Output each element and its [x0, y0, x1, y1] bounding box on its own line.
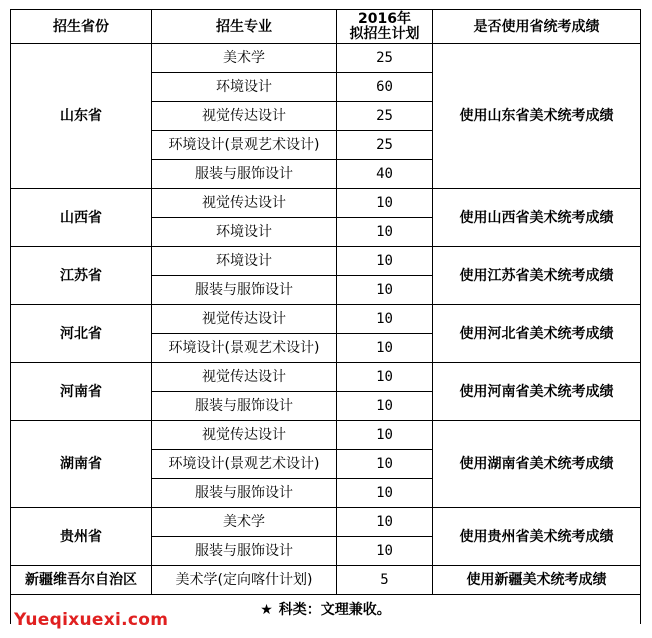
major-cell: 视觉传达设计: [152, 363, 337, 392]
province-cell: 湖南省: [11, 421, 152, 508]
score-rule-cell: 使用河南省美术统考成绩: [433, 363, 641, 421]
header-province: 招生省份: [11, 10, 152, 44]
major-cell: 美术学: [152, 508, 337, 537]
major-cell: 环境设计: [152, 73, 337, 102]
score-rule-cell: 使用新疆美术统考成绩: [433, 566, 641, 595]
plan-count-cell: 10: [337, 479, 433, 508]
province-cell: 山东省: [11, 44, 152, 189]
major-cell: 服装与服饰设计: [152, 160, 337, 189]
province-cell: 河南省: [11, 363, 152, 421]
site-watermark: Yueqixuexi.com: [14, 610, 169, 630]
plan-count-cell: 10: [337, 363, 433, 392]
major-cell: 美术学(定向喀什计划): [152, 566, 337, 595]
plan-count-cell: 25: [337, 131, 433, 160]
major-cell: 服装与服饰设计: [152, 392, 337, 421]
major-cell: 视觉传达设计: [152, 305, 337, 334]
plan-count-cell: 25: [337, 44, 433, 73]
table-row: [11, 305, 641, 334]
table-body: [11, 44, 641, 595]
major-cell: 环境设计(景观艺术设计): [152, 334, 337, 363]
plan-count-cell: 10: [337, 450, 433, 479]
plan-count-cell: 40: [337, 160, 433, 189]
plan-count-cell: 10: [337, 189, 433, 218]
score-rule-cell: 使用山西省美术统考成绩: [433, 189, 641, 247]
plan-count-cell: 10: [337, 305, 433, 334]
plan-count-cell: 10: [337, 508, 433, 537]
province-cell: 新疆维吾尔自治区: [11, 566, 152, 595]
header-major: 招生专业: [152, 10, 337, 44]
enrollment-plan-table: [10, 9, 641, 624]
table-row: [11, 189, 641, 218]
header-row: [11, 10, 641, 44]
score-rule-cell: 使用湖南省美术统考成绩: [433, 421, 641, 508]
plan-count-cell: 10: [337, 421, 433, 450]
plan-count-cell: 10: [337, 334, 433, 363]
star-icon: ★: [260, 601, 273, 618]
table-row: [11, 44, 641, 73]
header-plan-line1: 2016年: [358, 10, 411, 27]
major-cell: 服装与服饰设计: [152, 276, 337, 305]
province-cell: 河北省: [11, 305, 152, 363]
plan-count-cell: 5: [337, 566, 433, 595]
major-cell: 美术学: [152, 44, 337, 73]
major-cell: 服装与服饰设计: [152, 537, 337, 566]
province-cell: 贵州省: [11, 508, 152, 566]
table-row: [11, 421, 641, 450]
score-rule-cell: 使用山东省美术统考成绩: [433, 44, 641, 189]
table-row: [11, 508, 641, 537]
province-cell: 江苏省: [11, 247, 152, 305]
plan-count-cell: 10: [337, 247, 433, 276]
major-cell: 环境设计(景观艺术设计): [152, 131, 337, 160]
header-plan: [337, 10, 433, 44]
major-cell: 环境设计(景观艺术设计): [152, 450, 337, 479]
plan-count-cell: 10: [337, 276, 433, 305]
major-cell: 服装与服饰设计: [152, 479, 337, 508]
major-cell: 环境设计: [152, 218, 337, 247]
header-score-rule: 是否使用省统考成绩: [433, 10, 641, 44]
header-plan-line2: 拟招生计划: [349, 25, 420, 42]
score-rule-cell: 使用贵州省美术统考成绩: [433, 508, 641, 566]
major-cell: 视觉传达设计: [152, 102, 337, 131]
province-cell: 山西省: [11, 189, 152, 247]
table-row: [11, 566, 641, 595]
plan-count-cell: 10: [337, 537, 433, 566]
major-cell: 视觉传达设计: [152, 189, 337, 218]
table-row: [11, 363, 641, 392]
footer-note: 科类：文理兼收。: [278, 601, 391, 618]
score-rule-cell: 使用江苏省美术统考成绩: [433, 247, 641, 305]
plan-count-cell: 10: [337, 392, 433, 421]
plan-count-cell: 60: [337, 73, 433, 102]
table-row: [11, 247, 641, 276]
score-rule-cell: 使用河北省美术统考成绩: [433, 305, 641, 363]
major-cell: 环境设计: [152, 247, 337, 276]
plan-count-cell: 25: [337, 102, 433, 131]
major-cell: 视觉传达设计: [152, 421, 337, 450]
plan-count-cell: 10: [337, 218, 433, 247]
